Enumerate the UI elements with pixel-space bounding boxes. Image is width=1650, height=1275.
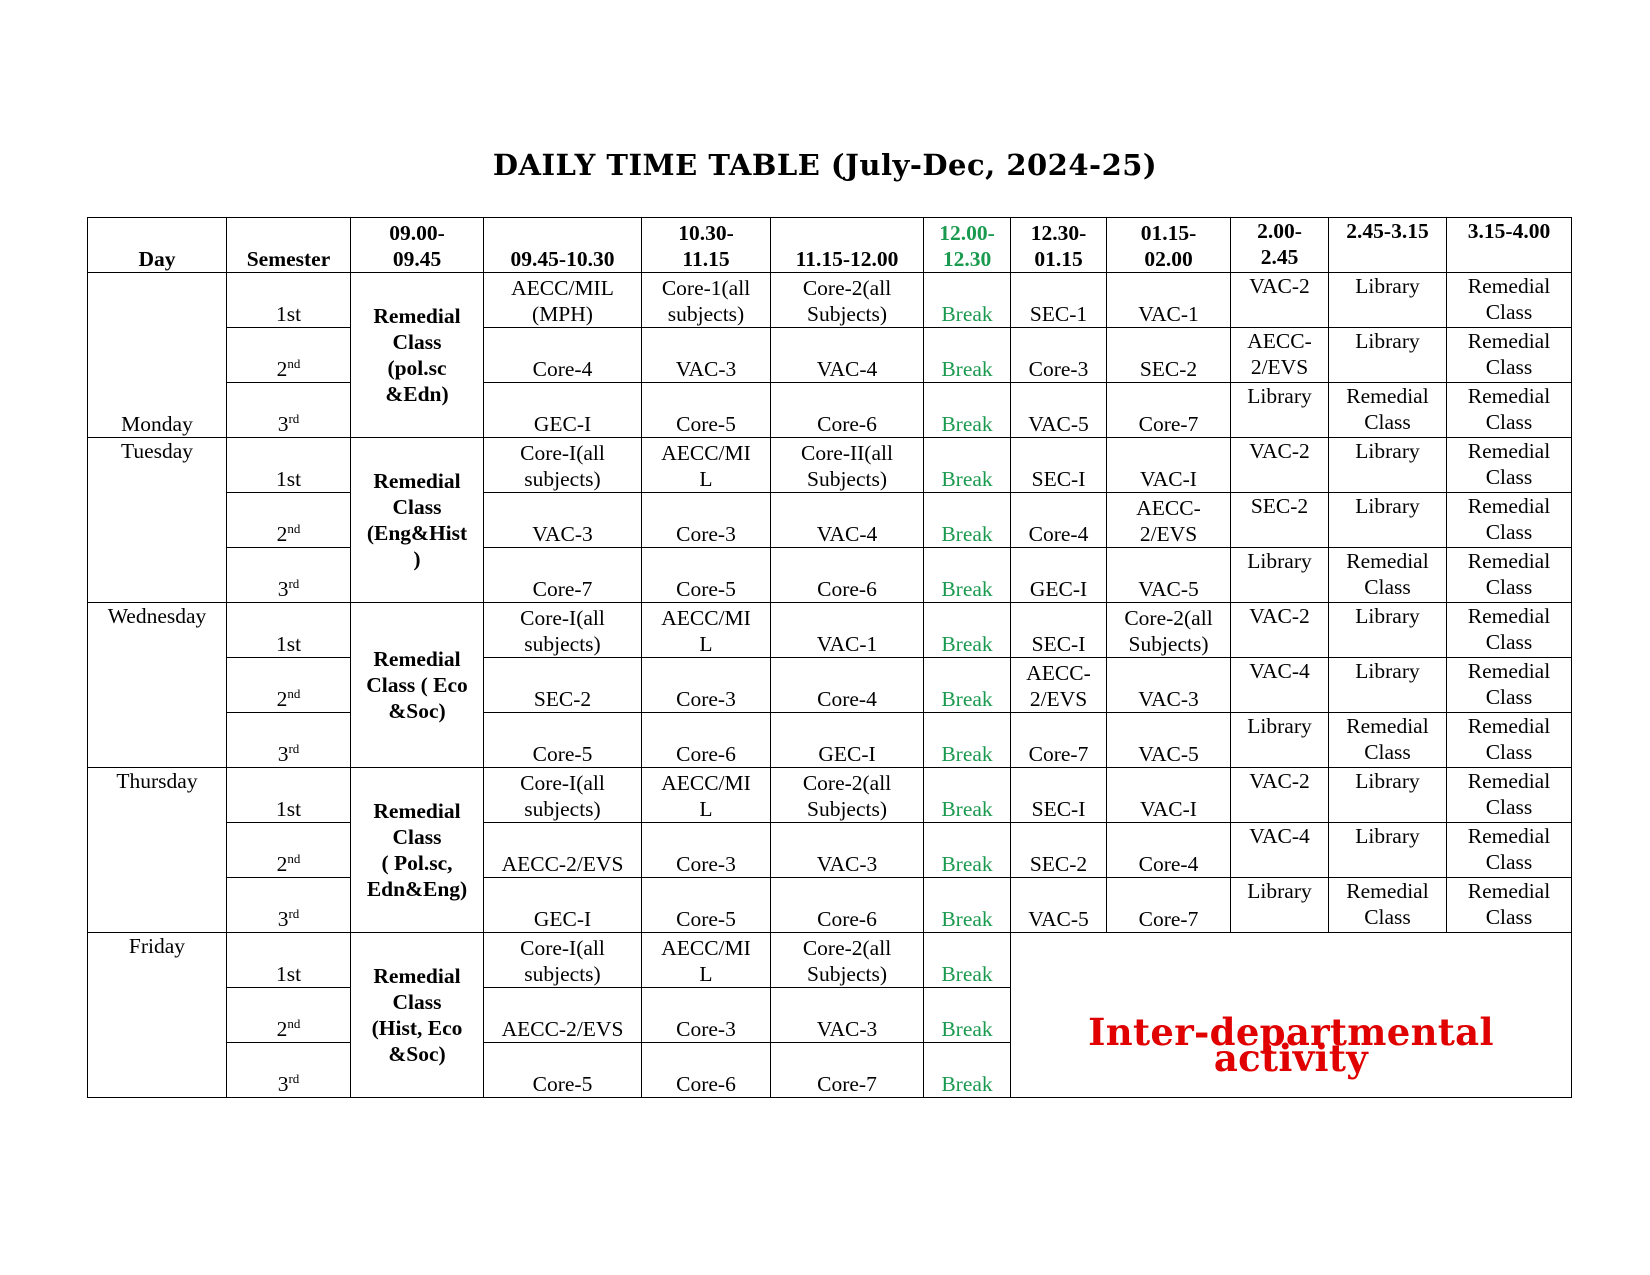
- semester-cell: 1st: [227, 438, 351, 493]
- day-cell: Tuesday: [88, 438, 227, 603]
- day-cell: Friday: [88, 933, 227, 1098]
- semester-cell: 2nd: [227, 658, 351, 713]
- semester-cell: 3rd: [227, 548, 351, 603]
- header-cell: 2.45-3.15: [1329, 218, 1447, 273]
- remedial-cell: Remedial Class (Hist, Eco &Soc): [351, 933, 484, 1098]
- class-cell: VAC-5: [1107, 713, 1231, 768]
- header-cell: Day: [88, 218, 227, 273]
- class-cell: VAC-4: [771, 328, 924, 383]
- class-cell: AECC/MI L: [642, 933, 771, 988]
- timetable: [87, 217, 1572, 1098]
- class-cell: Remedial Class: [1447, 548, 1572, 603]
- class-cell: AECC- 2/EVS: [1107, 493, 1231, 548]
- class-cell: VAC-2: [1231, 603, 1329, 658]
- inter-departmental-activity: Inter-departmental activity: [1011, 933, 1572, 1098]
- class-cell: VAC-3: [484, 493, 642, 548]
- class-cell: Remedial Class: [1329, 548, 1447, 603]
- class-cell: Core-2(all Subjects): [1107, 603, 1231, 658]
- class-cell: VAC-3: [771, 823, 924, 878]
- class-cell: VAC-2: [1231, 768, 1329, 823]
- class-cell: Core-3: [1011, 328, 1107, 383]
- break-cell: Break: [924, 603, 1011, 658]
- header-cell: 11.15-12.00: [771, 218, 924, 273]
- class-cell: Core-7: [771, 1043, 924, 1098]
- class-cell: Core-6: [642, 713, 771, 768]
- table-row: [88, 933, 1572, 988]
- table-row: [88, 548, 1572, 603]
- class-cell: Remedial Class: [1447, 273, 1572, 328]
- table-row: [88, 328, 1572, 383]
- class-cell: Core-7: [484, 548, 642, 603]
- class-cell: SEC-I: [1011, 603, 1107, 658]
- class-cell: VAC-4: [771, 493, 924, 548]
- day-cell: Thursday: [88, 768, 227, 933]
- semester-cell: 3rd: [227, 878, 351, 933]
- class-cell: Library: [1231, 713, 1329, 768]
- header-cell: Semester: [227, 218, 351, 273]
- class-cell: Remedial Class: [1447, 768, 1572, 823]
- class-cell: Remedial Class: [1329, 713, 1447, 768]
- class-cell: Core-2(all Subjects): [771, 273, 924, 328]
- class-cell: Remedial Class: [1447, 603, 1572, 658]
- semester-cell: 1st: [227, 768, 351, 823]
- class-cell: AECC-2/EVS: [484, 988, 642, 1043]
- class-cell: VAC-5: [1011, 383, 1107, 438]
- class-cell: SEC-2: [484, 658, 642, 713]
- class-cell: Core-3: [642, 823, 771, 878]
- semester-cell: 2nd: [227, 328, 351, 383]
- remedial-cell: Remedial Class (Eng&Hist ): [351, 438, 484, 603]
- class-cell: Remedial Class: [1447, 383, 1572, 438]
- break-cell: Break: [924, 328, 1011, 383]
- class-cell: AECC-2/EVS: [484, 823, 642, 878]
- class-cell: Library: [1329, 768, 1447, 823]
- semester-cell: 1st: [227, 603, 351, 658]
- table-row: [88, 273, 1572, 328]
- class-cell: Remedial Class: [1447, 328, 1572, 383]
- header-cell: 09.45-10.30: [484, 218, 642, 273]
- semester-cell: 3rd: [227, 713, 351, 768]
- class-cell: AECC/MI L: [642, 438, 771, 493]
- class-cell: Core-7: [1107, 383, 1231, 438]
- class-cell: VAC-3: [642, 328, 771, 383]
- table-row: [88, 438, 1572, 493]
- class-cell: VAC-4: [1231, 658, 1329, 713]
- class-cell: Core-4: [1107, 823, 1231, 878]
- class-cell: Core-4: [484, 328, 642, 383]
- page-title: DAILY TIME TABLE (July-Dec, 2024-25): [492, 148, 1158, 182]
- class-cell: SEC-1: [1011, 273, 1107, 328]
- table-row: [88, 493, 1572, 548]
- class-cell: Core-I(all subjects): [484, 438, 642, 493]
- class-cell: Core-3: [642, 988, 771, 1043]
- class-cell: AECC/MIL (MPH): [484, 273, 642, 328]
- remedial-cell: Remedial Class ( Eco &Soc): [351, 603, 484, 768]
- class-cell: VAC-5: [1107, 548, 1231, 603]
- class-cell: Remedial Class: [1329, 878, 1447, 933]
- semester-cell: 3rd: [227, 1043, 351, 1098]
- class-cell: Core-5: [484, 713, 642, 768]
- class-cell: Core-6: [771, 878, 924, 933]
- break-cell: Break: [924, 438, 1011, 493]
- class-cell: Core-5: [484, 1043, 642, 1098]
- class-cell: AECC- 2/EVS: [1231, 328, 1329, 383]
- class-cell: Core-6: [771, 383, 924, 438]
- class-cell: Remedial Class: [1447, 658, 1572, 713]
- class-cell: Core-7: [1011, 713, 1107, 768]
- semester-cell: 1st: [227, 273, 351, 328]
- table-row: [88, 823, 1572, 878]
- class-cell: Remedial Class: [1447, 823, 1572, 878]
- table-row: [88, 603, 1572, 658]
- remedial-cell: Remedial Class ( Pol.sc, Edn&Eng): [351, 768, 484, 933]
- break-cell: Break: [924, 823, 1011, 878]
- class-cell: SEC-I: [1011, 768, 1107, 823]
- class-cell: Library: [1329, 273, 1447, 328]
- class-cell: Core-5: [642, 548, 771, 603]
- class-cell: VAC-I: [1107, 768, 1231, 823]
- class-cell: Core-4: [771, 658, 924, 713]
- class-cell: Core-2(all Subjects): [771, 768, 924, 823]
- break-cell: Break: [924, 273, 1011, 328]
- class-cell: Core-I(all subjects): [484, 768, 642, 823]
- semester-cell: 3rd: [227, 383, 351, 438]
- class-cell: Core-5: [642, 878, 771, 933]
- class-cell: GEC-I: [484, 878, 642, 933]
- class-cell: SEC-2: [1011, 823, 1107, 878]
- class-cell: Remedial Class: [1447, 878, 1572, 933]
- header-cell: 12.00- 12.30: [924, 218, 1011, 273]
- class-cell: Library: [1329, 823, 1447, 878]
- header-cell: 10.30- 11.15: [642, 218, 771, 273]
- class-cell: Library: [1329, 603, 1447, 658]
- break-cell: Break: [924, 1043, 1011, 1098]
- break-cell: Break: [924, 988, 1011, 1043]
- class-cell: VAC-5: [1011, 878, 1107, 933]
- remedial-cell: Remedial Class (pol.sc &Edn): [351, 273, 484, 438]
- class-cell: Core-4: [1011, 493, 1107, 548]
- class-cell: VAC-3: [1107, 658, 1231, 713]
- table-row: [88, 768, 1572, 823]
- class-cell: Core-3: [642, 658, 771, 713]
- class-cell: VAC-2: [1231, 273, 1329, 328]
- class-cell: Core-I(all subjects): [484, 933, 642, 988]
- class-cell: GEC-I: [771, 713, 924, 768]
- class-cell: Core-7: [1107, 878, 1231, 933]
- class-cell: AECC- 2/EVS: [1011, 658, 1107, 713]
- class-cell: VAC-1: [771, 603, 924, 658]
- class-cell: Remedial Class: [1447, 713, 1572, 768]
- class-cell: Remedial Class: [1447, 493, 1572, 548]
- class-cell: GEC-I: [1011, 548, 1107, 603]
- class-cell: Core-I(all subjects): [484, 603, 642, 658]
- class-cell: AECC/MI L: [642, 768, 771, 823]
- table-row: [88, 878, 1572, 933]
- break-cell: Break: [924, 933, 1011, 988]
- day-cell: Wednesday: [88, 603, 227, 768]
- header-cell: 01.15- 02.00: [1107, 218, 1231, 273]
- class-cell: Remedial Class: [1329, 383, 1447, 438]
- class-cell: Library: [1329, 438, 1447, 493]
- break-cell: Break: [924, 878, 1011, 933]
- break-cell: Break: [924, 548, 1011, 603]
- header-cell: 12.30- 01.15: [1011, 218, 1107, 273]
- break-cell: Break: [924, 493, 1011, 548]
- class-cell: Core-II(all Subjects): [771, 438, 924, 493]
- semester-cell: 1st: [227, 933, 351, 988]
- break-cell: Break: [924, 383, 1011, 438]
- class-cell: VAC-I: [1107, 438, 1231, 493]
- header-cell: 09.00- 09.45: [351, 218, 484, 273]
- header-cell: 2.00- 2.45: [1231, 218, 1329, 273]
- class-cell: Core-6: [642, 1043, 771, 1098]
- header-cell: 3.15-4.00: [1447, 218, 1572, 273]
- class-cell: VAC-4: [1231, 823, 1329, 878]
- class-cell: SEC-I: [1011, 438, 1107, 493]
- class-cell: Core-2(all Subjects): [771, 933, 924, 988]
- semester-cell: 2nd: [227, 493, 351, 548]
- table-row: [88, 713, 1572, 768]
- class-cell: VAC-3: [771, 988, 924, 1043]
- class-cell: Library: [1231, 383, 1329, 438]
- semester-cell: 2nd: [227, 823, 351, 878]
- header-row: [88, 218, 1572, 273]
- class-cell: Remedial Class: [1447, 438, 1572, 493]
- table-row: [88, 383, 1572, 438]
- table-row: [88, 658, 1572, 713]
- class-cell: Core-5: [642, 383, 771, 438]
- break-cell: Break: [924, 768, 1011, 823]
- class-cell: Core-1(all subjects): [642, 273, 771, 328]
- class-cell: Core-6: [771, 548, 924, 603]
- break-cell: Break: [924, 658, 1011, 713]
- class-cell: SEC-2: [1231, 493, 1329, 548]
- class-cell: Core-3: [642, 493, 771, 548]
- class-cell: VAC-2: [1231, 438, 1329, 493]
- class-cell: AECC/MI L: [642, 603, 771, 658]
- day-cell: Monday: [88, 273, 227, 438]
- class-cell: Library: [1231, 878, 1329, 933]
- semester-cell: 2nd: [227, 988, 351, 1043]
- class-cell: GEC-I: [484, 383, 642, 438]
- class-cell: SEC-2: [1107, 328, 1231, 383]
- class-cell: VAC-1: [1107, 273, 1231, 328]
- class-cell: Library: [1231, 548, 1329, 603]
- class-cell: Library: [1329, 493, 1447, 548]
- class-cell: Library: [1329, 658, 1447, 713]
- break-cell: Break: [924, 713, 1011, 768]
- class-cell: Library: [1329, 328, 1447, 383]
